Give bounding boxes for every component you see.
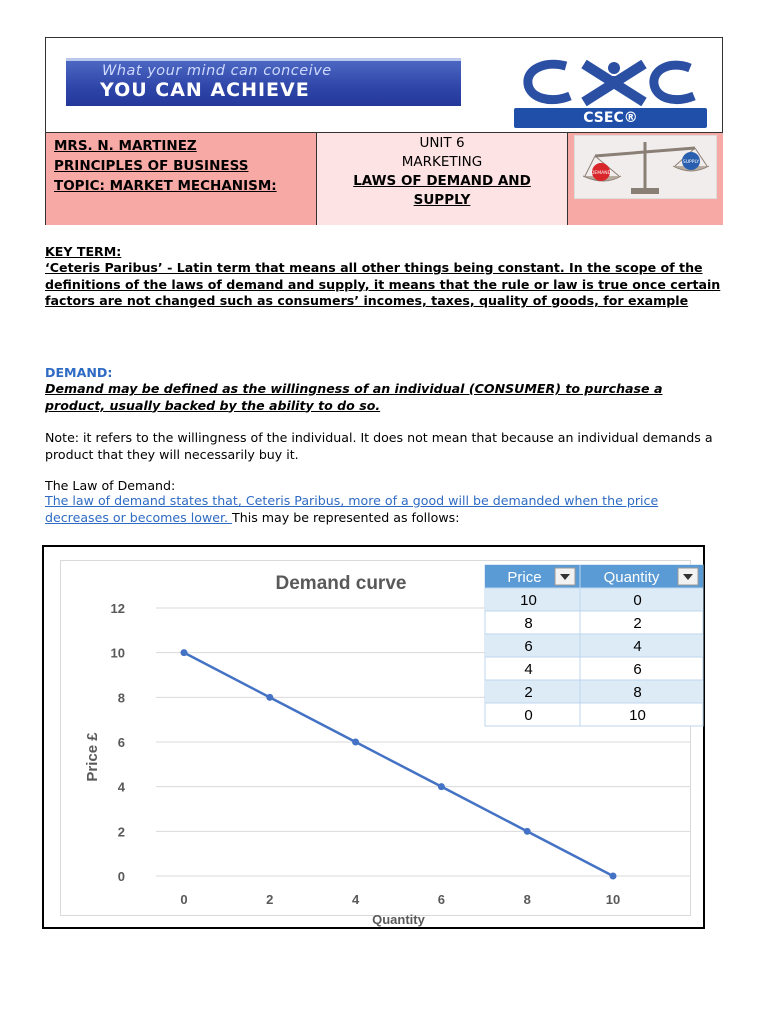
law-paragraph bbox=[45, 493, 725, 526]
banner bbox=[46, 38, 722, 132]
note-text: Note: it refers to the willingness of the individual. It does not mean that because an individual demands a product that they will necessarily buy it. bbox=[45, 430, 713, 462]
header-box bbox=[45, 37, 723, 225]
chart-title: Demand curve bbox=[275, 573, 407, 594]
data-point bbox=[610, 873, 617, 880]
table-cell: 6 bbox=[633, 661, 642, 678]
table-cell: 10 bbox=[520, 592, 537, 609]
data-point bbox=[438, 783, 445, 790]
x-tick-label: 8 bbox=[523, 892, 531, 907]
unit-number: UNIT 6 bbox=[419, 135, 465, 151]
balance-scale-image bbox=[574, 135, 717, 199]
x-tick-label: 10 bbox=[605, 892, 621, 907]
unit-cell bbox=[317, 132, 568, 225]
teacher-name: MRS. N. MARTINEZ bbox=[54, 138, 197, 154]
y-tick-label: 2 bbox=[117, 824, 125, 840]
demand-heading: DEMAND: bbox=[45, 365, 113, 380]
motto-line1: What your mind can conceive bbox=[102, 63, 332, 79]
key-term-text: ‘Ceteris Paribus’ - Latin term that means all other things being constant. In the scope of the definitions of the laws of demand and supply, it means that the rule or law is true once certain factors are not changed such as consumers’ incomes, taxes, quality of goods, for example bbox=[45, 260, 721, 308]
chart-area bbox=[60, 560, 691, 927]
balance-scale-icon bbox=[575, 136, 716, 198]
table-cell: 8 bbox=[524, 615, 533, 632]
y-tick-label: 12 bbox=[110, 601, 125, 616]
table-band bbox=[485, 588, 703, 611]
table-cell: 4 bbox=[633, 638, 642, 655]
table-cell: 6 bbox=[524, 638, 533, 655]
cxc-emblem-icon bbox=[514, 56, 707, 108]
unit-name: MARKETING bbox=[401, 154, 483, 170]
table-cell: 10 bbox=[629, 707, 646, 724]
x-tick-label: 0 bbox=[180, 892, 188, 907]
x-tick-label: 6 bbox=[437, 892, 446, 907]
data-point bbox=[181, 649, 188, 656]
csec-label: CSEC® bbox=[514, 108, 707, 128]
y-tick-label: 8 bbox=[117, 690, 125, 706]
x-tick-label: 2 bbox=[266, 892, 274, 907]
law-heading: The Law of Demand: bbox=[45, 478, 176, 493]
table-band bbox=[485, 680, 703, 703]
lesson-title: LAWS OF DEMAND AND SUPPLY bbox=[353, 173, 531, 208]
law-followup: This may be represented as follows: bbox=[232, 509, 460, 525]
image-cell bbox=[568, 132, 723, 225]
demand-chart bbox=[61, 561, 690, 927]
cxc-logo bbox=[514, 56, 707, 128]
x-axis-label: Quantity bbox=[372, 912, 425, 927]
table-band bbox=[485, 634, 703, 657]
data-point bbox=[266, 694, 273, 701]
table-cell: 2 bbox=[524, 684, 533, 701]
subject-name: PRINCIPLES OF BUSINESS bbox=[54, 158, 249, 174]
y-tick-label: 4 bbox=[117, 779, 125, 795]
y-tick-label: 6 bbox=[117, 735, 125, 750]
table-header: Quantity bbox=[603, 569, 660, 586]
motto-line2: YOU CAN ACHIEVE bbox=[100, 79, 310, 101]
y-tick-label: 0 bbox=[117, 869, 125, 884]
teacher-cell bbox=[46, 132, 317, 225]
info-row bbox=[46, 132, 722, 225]
key-term-heading: KEY TERM: bbox=[45, 244, 122, 259]
demand-ball-label: DEMAND bbox=[590, 171, 612, 176]
table-header: Price bbox=[507, 569, 542, 586]
table-cell: 2 bbox=[633, 615, 642, 632]
table-cell: 0 bbox=[524, 707, 533, 724]
motto-banner bbox=[66, 58, 461, 106]
data-point bbox=[352, 739, 359, 746]
y-axis-label: Price £ bbox=[84, 732, 101, 782]
chart-frame bbox=[42, 545, 705, 929]
data-point bbox=[524, 828, 531, 835]
topic-name: TOPIC: MARKET MECHANISM: bbox=[54, 178, 277, 194]
table-cell: 4 bbox=[524, 661, 533, 678]
supply-ball-label: SUPPLY bbox=[682, 160, 700, 165]
demand-definition: Demand may be defined as the willingness of an individual (CONSUMER) to purchase a product, usually backed by the ability to do so. bbox=[45, 381, 663, 413]
x-tick-label: 4 bbox=[351, 892, 360, 907]
table-cell: 8 bbox=[633, 684, 642, 701]
y-tick-label: 10 bbox=[110, 645, 125, 661]
law-text: The law of demand states that, Ceteris Paribus, more of a good will be demanded when the price decreases or becomes lower. bbox=[45, 493, 659, 525]
table-cell: 0 bbox=[633, 592, 642, 609]
